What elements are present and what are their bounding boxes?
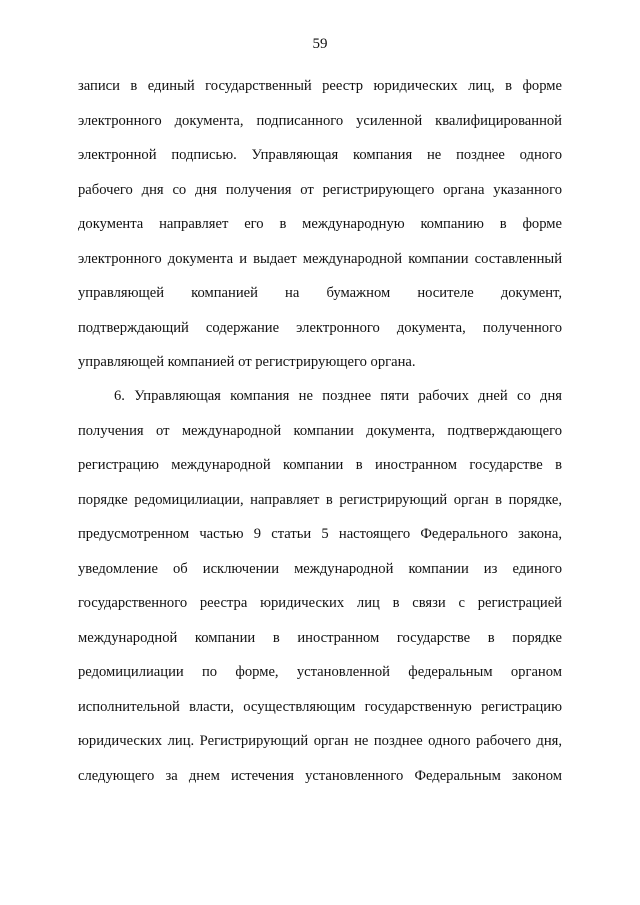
- text-line: электронной подписью. Управляющая компания не позднее одного: [78, 147, 562, 163]
- text-line: документа направляет его в международную компанию в форме: [78, 216, 562, 232]
- text-line: рабочего дня со дня получения от регистрирующего органа указанного: [78, 181, 562, 198]
- text-line: следующего за днем истечения установленного Федеральным законом: [78, 767, 562, 784]
- text-line: получения от международной компании документа, подтверждающего: [78, 422, 562, 439]
- text-line: редомицилиации по форме, установленной федеральным органом: [78, 664, 562, 680]
- text-line: 6. Управляющая компания не позднее пяти рабочих дней со дня: [114, 388, 562, 404]
- text-line: управляющей компанией на бумажном носителе документ,: [78, 285, 562, 301]
- text-line: порядке редомицилиации, направляет в регистрирующий орган в порядке,: [78, 491, 562, 508]
- text-line: управляющей компанией от регистрирующего органа.: [78, 354, 416, 370]
- text-line: международной компании в иностранном государстве в порядке: [78, 629, 562, 646]
- text-line: юридических лиц. Регистрирующий орган не позднее одного рабочего дня,: [78, 733, 562, 749]
- text-line: электронного документа и выдает международной компании составленный: [78, 250, 562, 267]
- text-line: электронного документа, подписанного усиленной квалифицированной: [78, 112, 562, 129]
- text-line: предусмотренном частью 9 статьи 5 настоящего Федерального закона,: [78, 526, 562, 542]
- page-number: 59: [312, 36, 328, 52]
- text-line: исполнительной власти, осуществляющим государственную регистрацию: [78, 698, 562, 715]
- text-line: подтверждающий содержание электронного документа, полученного: [78, 319, 562, 336]
- text-line: государственного реестра юридических лиц в связи с регистрацией: [78, 595, 562, 611]
- text-line: регистрацию международной компании в иностранном государстве в: [78, 457, 562, 473]
- paragraph-2: [78, 386, 562, 800]
- text-line: записи в единый государственный реестр юридических лиц, в форме: [78, 78, 562, 94]
- paragraph-1: [78, 76, 562, 387]
- text-line: уведомление об исключении международной компании из единого: [78, 560, 562, 577]
